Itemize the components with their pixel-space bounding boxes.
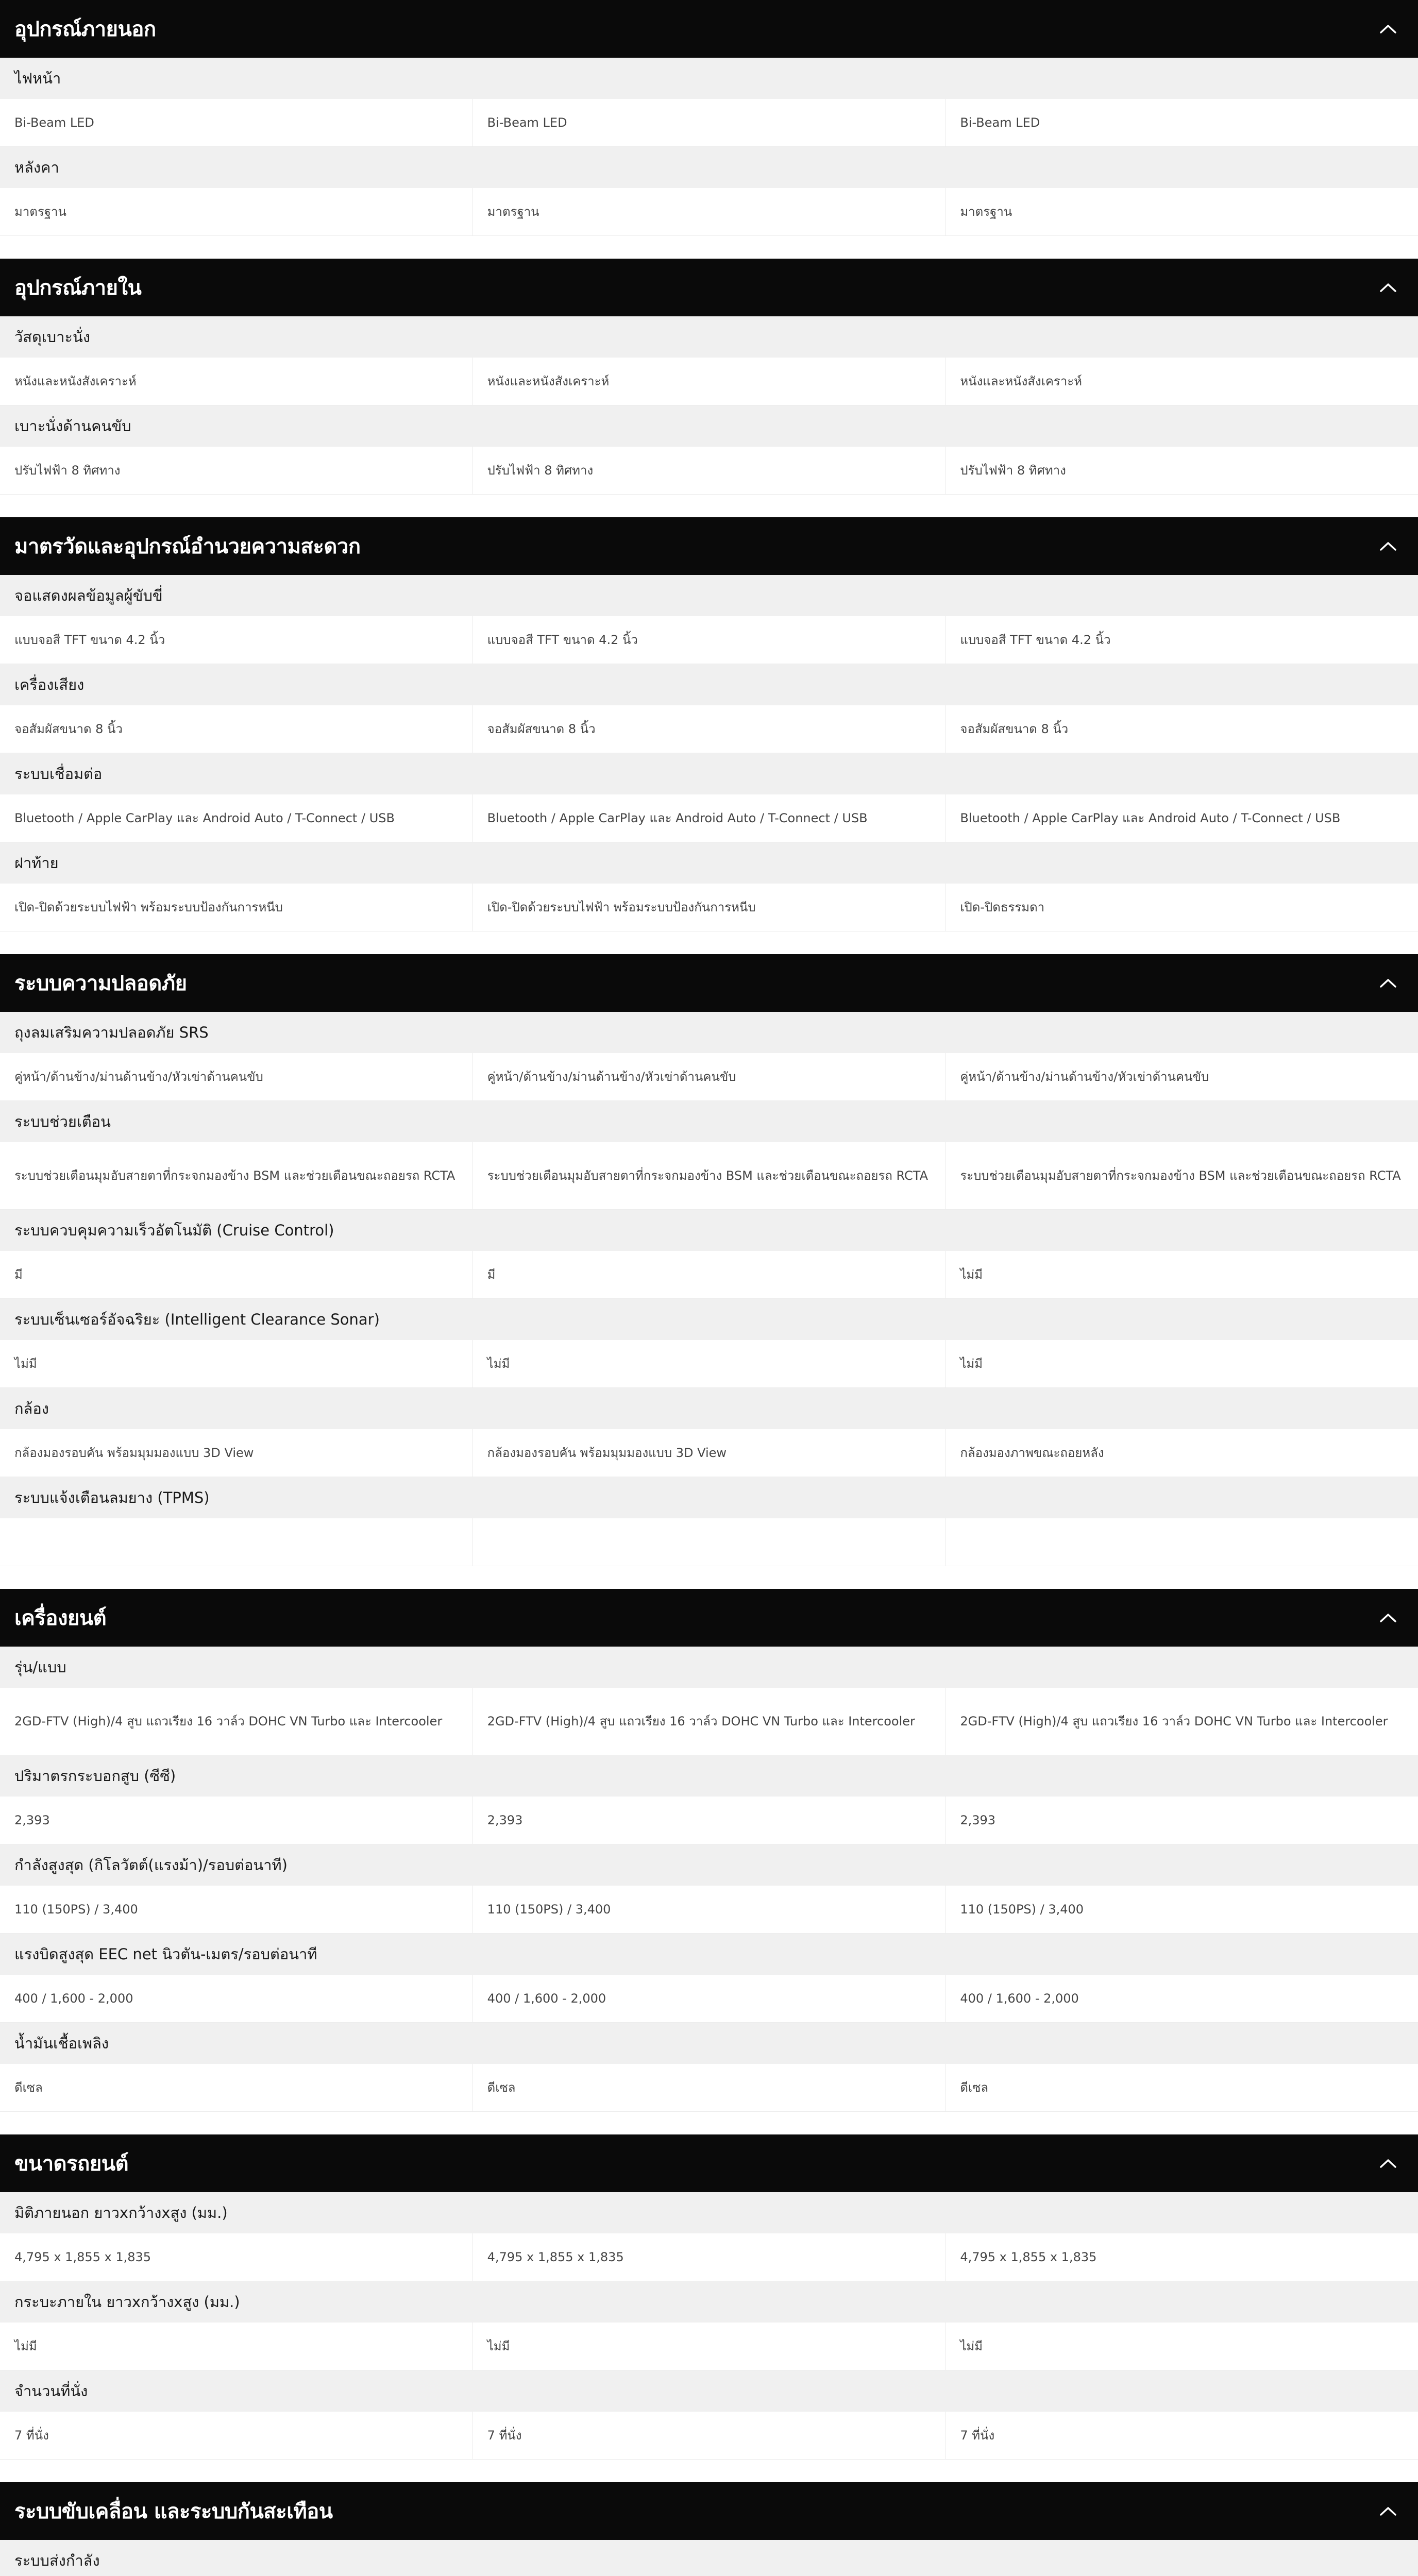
spec-value: กล้องมองภาพขณะถอยหลัง xyxy=(960,1446,1104,1460)
spec-value: ดีเซล xyxy=(473,2064,946,2111)
chevron-up-icon[interactable] xyxy=(1373,13,1404,44)
spec-section xyxy=(0,2134,1418,2460)
spec-label: ระบบเซ็นเซอร์อัจฉริยะ (Intelligent Clearance Sonar) xyxy=(0,1299,1418,1340)
chevron-up-icon[interactable] xyxy=(1373,1602,1404,1633)
spec-section xyxy=(0,1589,1418,2112)
spec-value: ไม่มี xyxy=(473,2323,946,2370)
section-title: อุปกรณ์ภายใน xyxy=(14,276,142,300)
spec-value: 2,393 xyxy=(960,1813,996,1827)
spec-values-row xyxy=(0,1142,1418,1210)
spec-values-row xyxy=(0,2233,1418,2281)
spec-values-row xyxy=(0,1688,1418,1755)
spec-value: ระบบช่วยเตือนมุมอับสายตาที่กระจกมองข้าง BSM และช่วยเตือนขณะถอยรถ RCTA xyxy=(960,1168,1401,1183)
spec-label: มิติภายนอก ยาวxกว้างxสูง (มม.) xyxy=(0,2192,1418,2233)
spec-value: 110 (150PS) / 3,400 xyxy=(0,1886,473,1933)
spec-value: ไม่มี xyxy=(960,2339,983,2353)
chevron-up-icon[interactable] xyxy=(1373,968,1404,998)
spec-values-row xyxy=(0,1340,1418,1388)
spec-value: ปรับไฟฟ้า 8 ทิศทาง xyxy=(960,463,1066,478)
spec-value: 400 / 1,600 - 2,000 xyxy=(0,1975,473,2022)
spec-value: 110 (150PS) / 3,400 xyxy=(960,1902,1084,1917)
spec-value: 2GD-FTV (High)/4 สูบ แถวเรียง 16 วาล์ว DOHC VN Turbo และ Intercooler xyxy=(0,1688,473,1755)
spec-value xyxy=(0,1518,473,1566)
chevron-up-icon[interactable] xyxy=(1373,531,1404,562)
spec-label: น้ำมันเชื้อเพลิง xyxy=(0,2023,1418,2064)
spec-values-row xyxy=(0,884,1418,931)
spec-value: ดีเซล xyxy=(0,2064,473,2111)
spec-value: ไม่มี xyxy=(960,1357,983,1371)
section-spacer xyxy=(0,236,1418,259)
spec-values-row xyxy=(0,2412,1418,2460)
spec-value: 110 (150PS) / 3,400 xyxy=(473,1886,946,1933)
section-header[interactable] xyxy=(0,954,1418,1012)
spec-label: แรงบิดสูงสุด EEC net นิวตัน-เมตร/รอบต่อนาที xyxy=(0,1934,1418,1975)
spec-value: 2GD-FTV (High)/4 สูบ แถวเรียง 16 วาล์ว DOHC VN Turbo และ Intercooler xyxy=(473,1688,946,1755)
spec-values-row xyxy=(0,1518,1418,1566)
spec-value: เปิด-ปิดธรรมดา xyxy=(960,900,1045,914)
spec-label: กล้อง xyxy=(0,1388,1418,1429)
spec-values-row xyxy=(0,447,1418,495)
spec-label: ระบบส่งกำลัง xyxy=(0,2540,1418,2576)
spec-value: คู่หน้า/ด้านข้าง/ม่านด้านข้าง/หัวเข่าด้านคนขับ xyxy=(473,1053,946,1100)
spec-values-row xyxy=(0,358,1418,405)
spec-value: ระบบช่วยเตือนมุมอับสายตาที่กระจกมองข้าง BSM และช่วยเตือนขณะถอยรถ RCTA xyxy=(473,1142,946,1209)
spec-label: ปริมาตรกระบอกสูบ (ซีซี) xyxy=(0,1755,1418,1797)
spec-value: Bi-Beam LED xyxy=(473,99,946,146)
chevron-up-icon[interactable] xyxy=(1373,2148,1404,2179)
spec-value: หนังและหนังสังเคราะห์ xyxy=(960,374,1083,388)
section-title: มาตรวัดและอุปกรณ์อำนวยความสะดวก xyxy=(14,535,361,558)
spec-value: แบบจอสี TFT ขนาด 4.2 นิ้ว xyxy=(473,616,946,664)
chevron-up-icon[interactable] xyxy=(1373,2496,1404,2527)
spec-value xyxy=(946,1518,1418,1566)
chevron-up-icon[interactable] xyxy=(1373,272,1404,303)
spec-value: หนังและหนังสังเคราะห์ xyxy=(473,358,946,405)
spec-value: Bi-Beam LED xyxy=(960,115,1040,130)
section-title: ขนาดรถยนต์ xyxy=(14,2152,129,2176)
spec-label: จอแสดงผลข้อมูลผู้ขับขี่ xyxy=(0,575,1418,616)
spec-values-row xyxy=(0,1429,1418,1477)
section-header[interactable] xyxy=(0,259,1418,316)
spec-value xyxy=(473,1518,946,1566)
spec-value: ดีเซล xyxy=(960,2080,989,2095)
spec-section xyxy=(0,2482,1418,2576)
section-header[interactable] xyxy=(0,1589,1418,1647)
spec-label: จำนวนที่นั่ง xyxy=(0,2370,1418,2412)
spec-values-row xyxy=(0,1886,1418,1934)
spec-label: ไฟหน้า xyxy=(0,58,1418,99)
spec-value: ไม่มี xyxy=(0,2323,473,2370)
section-title: เครื่องยนต์ xyxy=(14,1606,107,1630)
spec-label: ระบบช่วยเตือน xyxy=(0,1101,1418,1142)
section-title: อุปกรณ์ภายนอก xyxy=(14,18,156,41)
spec-values-row xyxy=(0,1251,1418,1299)
spec-values-row xyxy=(0,1053,1418,1101)
spec-label: รุ่น/แบบ xyxy=(0,1647,1418,1688)
spec-values-row xyxy=(0,1975,1418,2023)
spec-section xyxy=(0,259,1418,495)
spec-value: Bluetooth / Apple CarPlay และ Android Auto / T-Connect / USB xyxy=(960,811,1341,825)
spec-value: แบบจอสี TFT ขนาด 4.2 นิ้ว xyxy=(0,616,473,664)
spec-label: เครื่องเสียง xyxy=(0,664,1418,705)
spec-label: กระบะภายใน ยาวxกว้างxสูง (มม.) xyxy=(0,2281,1418,2323)
section-title: ระบบขับเคลื่อน และระบบกันสะเทือน xyxy=(14,2500,333,2523)
spec-values-row xyxy=(0,99,1418,147)
spec-values-row xyxy=(0,616,1418,664)
spec-value: 4,795 x 1,855 x 1,835 xyxy=(960,2250,1097,2264)
spec-value: มี xyxy=(473,1251,946,1298)
section-spacer xyxy=(0,495,1418,517)
spec-value: 7 ที่นั่ง xyxy=(0,2412,473,2459)
section-header[interactable] xyxy=(0,2134,1418,2192)
spec-label: หลังคา xyxy=(0,147,1418,188)
spec-label: ระบบควบคุมความเร็วอัตโนมัติ (Cruise Control) xyxy=(0,1210,1418,1251)
spec-value: Bi-Beam LED xyxy=(0,99,473,146)
spec-value: จอสัมผัสขนาด 8 นิ้ว xyxy=(0,705,473,753)
spec-values-row xyxy=(0,188,1418,236)
spec-value: ไม่มี xyxy=(473,1340,946,1387)
section-header[interactable] xyxy=(0,2482,1418,2540)
spec-values-row xyxy=(0,794,1418,842)
spec-value: กล้องมองรอบคัน พร้อมมุมมองแบบ 3D View xyxy=(473,1429,946,1477)
section-spacer xyxy=(0,931,1418,954)
spec-values-row xyxy=(0,1797,1418,1844)
section-spacer xyxy=(0,2112,1418,2134)
section-header[interactable] xyxy=(0,0,1418,58)
spec-value: จอสัมผัสขนาด 8 นิ้ว xyxy=(473,705,946,753)
spec-values-row xyxy=(0,705,1418,753)
spec-value: หนังและหนังสังเคราะห์ xyxy=(0,358,473,405)
section-header[interactable] xyxy=(0,517,1418,575)
spec-values-row xyxy=(0,2323,1418,2370)
spec-label: กำลังสูงสุด (กิโลวัตต์(แรงม้า)/รอบต่อนาที) xyxy=(0,1844,1418,1886)
spec-label: ฝาท้าย xyxy=(0,842,1418,884)
spec-value: ไม่มี xyxy=(960,1267,983,1282)
section-spacer xyxy=(0,2460,1418,2482)
spec-value: 400 / 1,600 - 2,000 xyxy=(960,1991,1079,2006)
spec-value: 2GD-FTV (High)/4 สูบ แถวเรียง 16 วาล์ว DOHC VN Turbo และ Intercooler xyxy=(960,1714,1388,1728)
spec-label: ระบบเชื่อมต่อ xyxy=(0,753,1418,794)
spec-value: แบบจอสี TFT ขนาด 4.2 นิ้ว xyxy=(960,633,1111,647)
spec-value: 4,795 x 1,855 x 1,835 xyxy=(0,2233,473,2281)
spec-value: มาตรฐาน xyxy=(960,205,1012,219)
spec-value: คู่หน้า/ด้านข้าง/ม่านด้านข้าง/หัวเข่าด้านคนขับ xyxy=(0,1053,473,1100)
spec-section xyxy=(0,517,1418,931)
spec-value: มาตรฐาน xyxy=(473,188,946,235)
spec-value: เปิด-ปิดด้วยระบบไฟฟ้า พร้อมระบบป้องกันการหนีบ xyxy=(0,884,473,931)
spec-label: ถุงลมเสริมความปลอดภัย SRS xyxy=(0,1012,1418,1053)
spec-values-row xyxy=(0,2064,1418,2112)
spec-section xyxy=(0,0,1418,236)
section-title: ระบบความปลอดภัย xyxy=(14,972,187,995)
spec-value: ระบบช่วยเตือนมุมอับสายตาที่กระจกมองข้าง BSM และช่วยเตือนขณะถอยรถ RCTA xyxy=(0,1142,473,1209)
spec-value: ปรับไฟฟ้า 8 ทิศทาง xyxy=(0,447,473,494)
spec-value: มี xyxy=(0,1251,473,1298)
spec-value: กล้องมองรอบคัน พร้อมมุมมองแบบ 3D View xyxy=(0,1429,473,1477)
spec-value: 7 ที่นั่ง xyxy=(960,2428,995,2443)
spec-value: 2,393 xyxy=(473,1797,946,1844)
spec-value: 2,393 xyxy=(0,1797,473,1844)
spec-value: Bluetooth / Apple CarPlay และ Android Auto / T-Connect / USB xyxy=(473,794,946,842)
spec-value: คู่หน้า/ด้านข้าง/ม่านด้านข้าง/หัวเข่าด้านคนขับ xyxy=(960,1070,1209,1084)
spec-label: ระบบแจ้งเตือนลมยาง (TPMS) xyxy=(0,1477,1418,1518)
spec-value: 4,795 x 1,855 x 1,835 xyxy=(473,2233,946,2281)
spec-value: เปิด-ปิดด้วยระบบไฟฟ้า พร้อมระบบป้องกันการหนีบ xyxy=(473,884,946,931)
spec-value: Bluetooth / Apple CarPlay และ Android Auto / T-Connect / USB xyxy=(0,794,473,842)
spec-value: ปรับไฟฟ้า 8 ทิศทาง xyxy=(473,447,946,494)
spec-section xyxy=(0,954,1418,1566)
spec-value: ไม่มี xyxy=(0,1340,473,1387)
spec-value: จอสัมผัสขนาด 8 นิ้ว xyxy=(960,722,1069,736)
spec-value: 7 ที่นั่ง xyxy=(473,2412,946,2459)
spec-value: มาตรฐาน xyxy=(0,188,473,235)
spec-value: 400 / 1,600 - 2,000 xyxy=(473,1975,946,2022)
spec-label: วัสดุเบาะนั่ง xyxy=(0,316,1418,358)
spec-label: เบาะนั่งด้านคนขับ xyxy=(0,405,1418,447)
section-spacer xyxy=(0,1566,1418,1589)
